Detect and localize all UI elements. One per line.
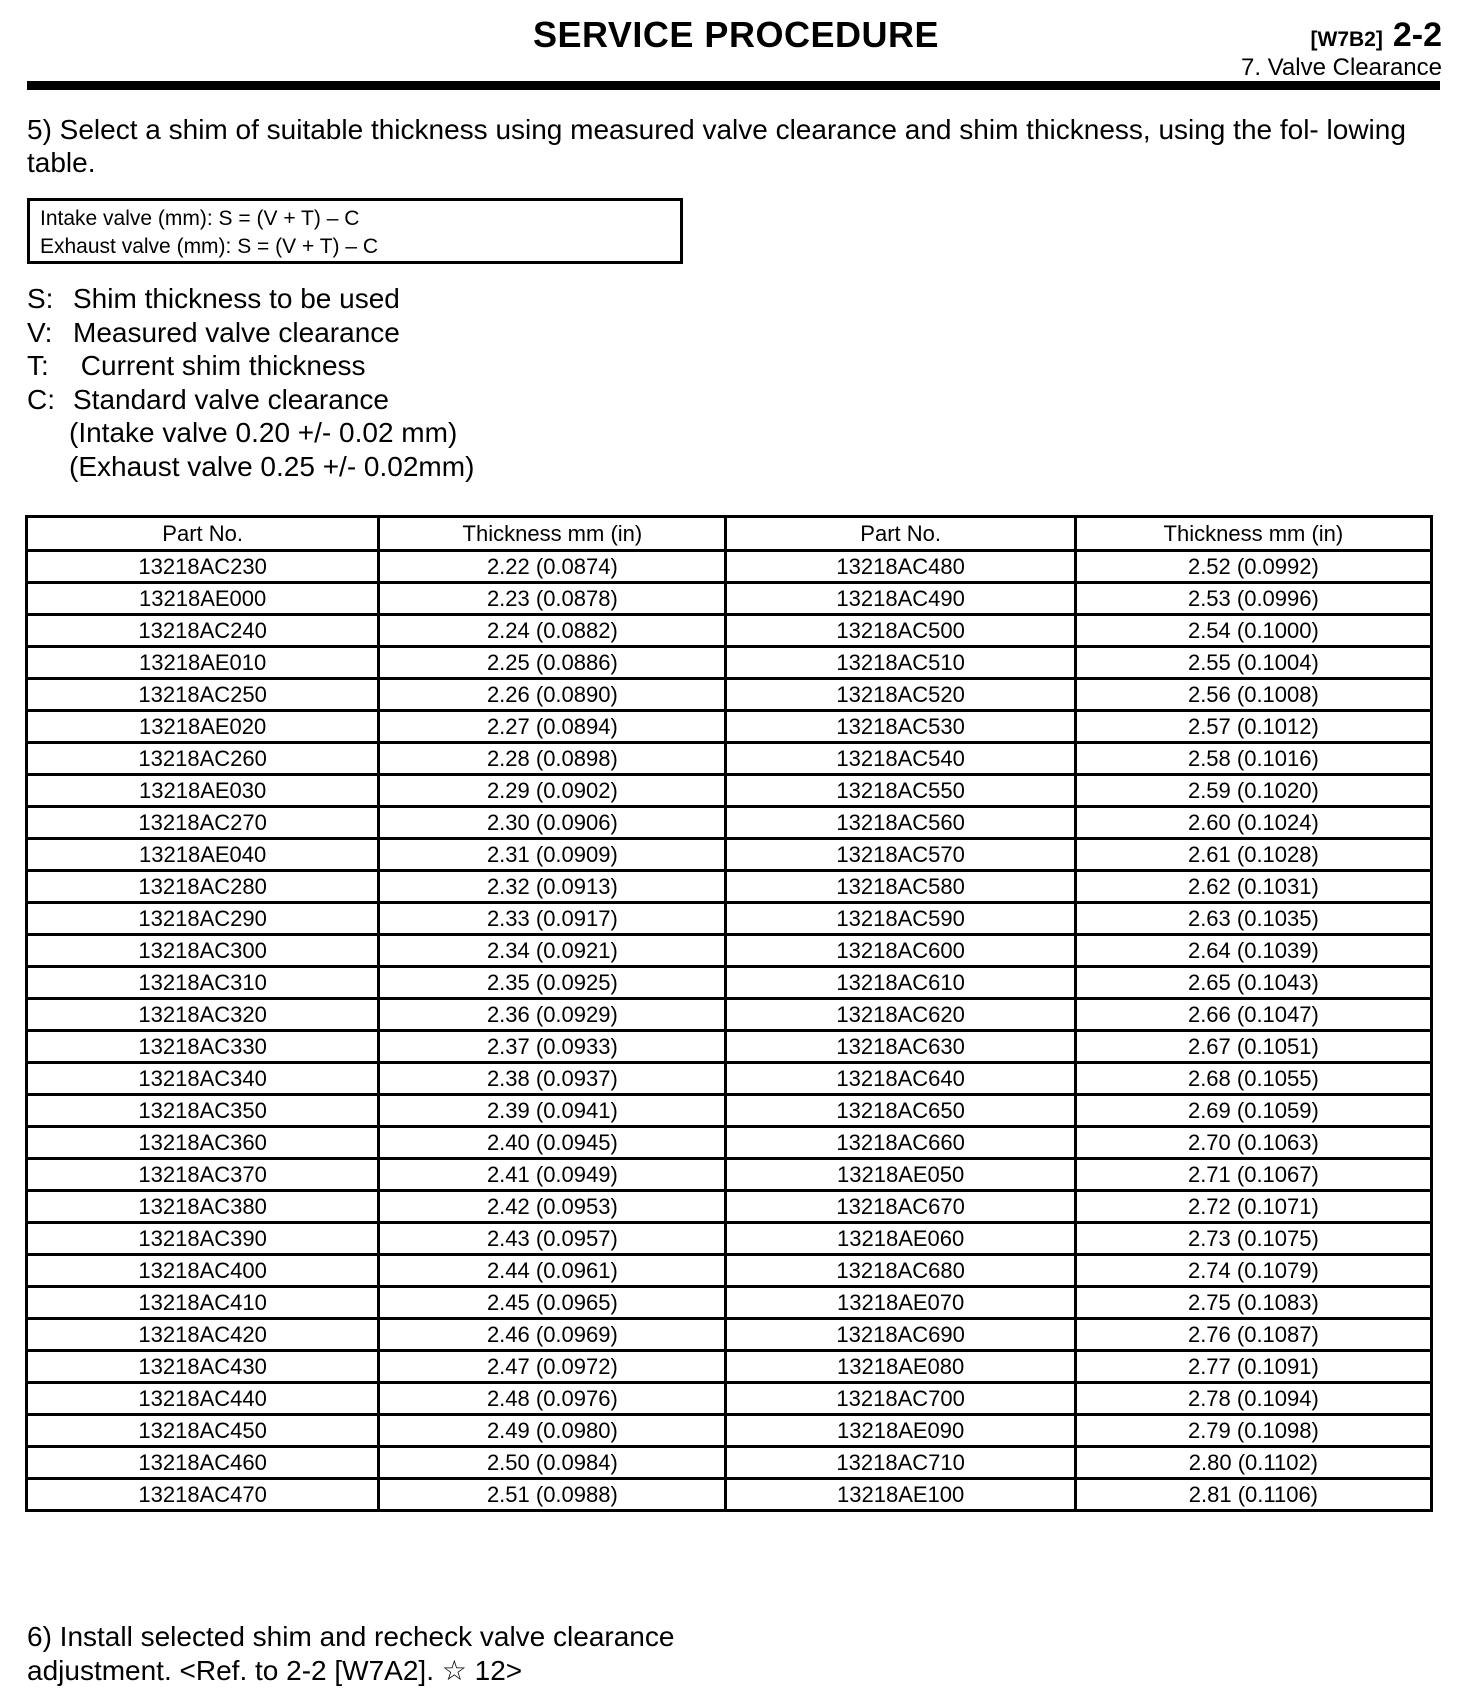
part-no-left: 13218AC240 [27,615,379,647]
part-no-left: 13218AE000 [27,583,379,615]
thickness-left: 2.23 (0.0878) [379,583,726,615]
part-no-right: 13218AC620 [726,999,1075,1031]
clearance-note: (Exhaust valve 0.25 +/- 0.02mm) [69,450,475,482]
thickness-left: 2.33 (0.0917) [379,903,726,935]
variable-definitions [27,282,474,483]
table-row [27,807,1432,839]
thickness-right: 2.68 (0.1055) [1075,1063,1431,1095]
thickness-right: 2.60 (0.1024) [1075,807,1431,839]
table-row [27,1479,1432,1511]
definition-key: V: [27,316,53,348]
part-no-right: 13218AC590 [726,903,1075,935]
thickness-left: 2.28 (0.0898) [379,743,726,775]
part-no-right: 13218AE070 [726,1287,1075,1319]
part-no-left: 13218AC470 [27,1479,379,1511]
part-no-left: 13218AC340 [27,1063,379,1095]
header-thickness-right: Thickness mm (in) [1075,517,1431,551]
part-no-left: 13218AC460 [27,1447,379,1479]
part-no-left: 13218AC420 [27,1319,379,1351]
part-no-left: 13218AC450 [27,1415,379,1447]
part-no-left: 13218AC250 [27,679,379,711]
table-row [27,871,1432,903]
thickness-right: 2.80 (0.1102) [1075,1447,1431,1479]
thickness-left: 2.39 (0.0941) [379,1095,726,1127]
table-row [27,1127,1432,1159]
procedure-code: [W7B2] [1310,28,1383,51]
thickness-left: 2.51 (0.0988) [379,1479,726,1511]
thickness-left: 2.45 (0.0965) [379,1287,726,1319]
table-row [27,1095,1432,1127]
table-row [27,1447,1432,1479]
thickness-right: 2.76 (0.1087) [1075,1319,1431,1351]
thickness-right: 2.57 (0.1012) [1075,711,1431,743]
header-rule [27,81,1440,90]
thickness-left: 2.40 (0.0945) [379,1127,726,1159]
intake-formula: Intake valve (mm): S = (V + T) – C [40,207,360,230]
table-row [27,1159,1432,1191]
thickness-left: 2.46 (0.0969) [379,1319,726,1351]
definition-key: S: [27,283,54,314]
thickness-left: 2.50 (0.0984) [379,1447,726,1479]
table-row [27,583,1432,615]
thickness-left: 2.42 (0.0953) [379,1191,726,1223]
thickness-right: 2.65 (0.1043) [1075,967,1431,999]
table-row [27,647,1432,679]
part-no-left: 13218AC290 [27,903,379,935]
part-no-right: 13218AC500 [726,615,1075,647]
step-6-text [27,1620,787,1688]
table-row [27,711,1432,743]
thickness-left: 2.34 (0.0921) [379,935,726,967]
table-row [27,615,1432,647]
table-row [27,967,1432,999]
thickness-right: 2.72 (0.1071) [1075,1191,1431,1223]
thickness-left: 2.49 (0.0980) [379,1415,726,1447]
section-title: 7. Valve Clearance [1241,54,1442,81]
part-no-left: 13218AC370 [27,1159,379,1191]
table-row [27,1415,1432,1447]
definition-text: Current shim thickness [73,350,366,381]
table-row [27,1287,1432,1319]
clearance-note: (Intake valve 0.20 +/- 0.02 mm) [69,417,458,448]
table-row [27,935,1432,967]
part-no-right: 13218AC640 [726,1063,1075,1095]
part-no-right: 13218AC550 [726,775,1075,807]
thickness-left: 2.44 (0.0961) [379,1255,726,1287]
thickness-right: 2.54 (0.1000) [1075,615,1431,647]
thickness-left: 2.41 (0.0949) [379,1159,726,1191]
definition-item [27,282,474,316]
thickness-right: 2.81 (0.1106) [1075,1479,1431,1511]
table-row [27,1191,1432,1223]
part-no-left: 13218AC330 [27,1031,379,1063]
definition-key: T: [27,350,49,381]
part-no-left: 13218AC270 [27,807,379,839]
thickness-right: 2.69 (0.1059) [1075,1095,1431,1127]
definition-item [27,383,474,417]
thickness-right: 2.74 (0.1079) [1075,1255,1431,1287]
exhaust-formula: Exhaust valve (mm): S = (V + T) – C [40,235,379,258]
thickness-right: 2.59 (0.1020) [1075,775,1431,807]
part-no-right: 13218AC480 [726,551,1075,583]
table-row [27,775,1432,807]
table-row [27,1255,1432,1287]
thickness-left: 2.48 (0.0976) [379,1383,726,1415]
page-title: SERVICE PROCEDURE [533,14,939,55]
page-reference [1241,16,1442,81]
thickness-right: 2.61 (0.1028) [1075,839,1431,871]
thickness-left: 2.24 (0.0882) [379,615,726,647]
part-no-right: 13218AC690 [726,1319,1075,1351]
part-no-right: 13218AE060 [726,1223,1075,1255]
part-no-left: 13218AC360 [27,1127,379,1159]
part-no-left: 13218AE010 [27,647,379,679]
part-no-left: 13218AC230 [27,551,379,583]
part-no-right: 13218AC710 [726,1447,1075,1479]
part-no-right: 13218AC580 [726,871,1075,903]
thickness-left: 2.29 (0.0902) [379,775,726,807]
part-no-right: 13218AC650 [726,1095,1075,1127]
part-no-left: 13218AE030 [27,775,379,807]
page-number: 2-2 [1392,16,1442,54]
thickness-left: 2.32 (0.0913) [379,871,726,903]
table-row [27,551,1432,583]
part-no-left: 13218AC260 [27,743,379,775]
part-no-left: 13218AC390 [27,1223,379,1255]
thickness-right: 2.55 (0.1004) [1075,647,1431,679]
table-row [27,839,1432,871]
definition-item [27,316,474,350]
part-no-right: 13218AC610 [726,967,1075,999]
thickness-right: 2.62 (0.1031) [1075,871,1431,903]
table-row [27,1351,1432,1383]
thickness-right: 2.73 (0.1075) [1075,1223,1431,1255]
table-row [27,1031,1432,1063]
thickness-left: 2.30 (0.0906) [379,807,726,839]
thickness-right: 2.78 (0.1094) [1075,1383,1431,1415]
table-row [27,903,1432,935]
table-header-row [27,517,1432,551]
step-5-text: 5) Select a shim of suitable thickness using measured valve clearance and shim thickness, using the fol- lowing table. [27,114,1406,178]
part-no-right: 13218AC540 [726,743,1075,775]
thickness-right: 2.77 (0.1091) [1075,1351,1431,1383]
part-no-right: 13218AC510 [726,647,1075,679]
part-no-left: 13218AC300 [27,935,379,967]
table-row [27,1223,1432,1255]
part-no-right: 13218AE100 [726,1479,1075,1511]
table-row [27,743,1432,775]
table-row [27,999,1432,1031]
part-no-right: 13218AE090 [726,1415,1075,1447]
thickness-right: 2.67 (0.1051) [1075,1031,1431,1063]
header-thickness-left: Thickness mm (in) [379,517,726,551]
part-no-right: 13218AC570 [726,839,1075,871]
formula-box [27,198,683,264]
part-no-left: 13218AC320 [27,999,379,1031]
thickness-left: 2.31 (0.0909) [379,839,726,871]
definition-text: Shim thickness to be used [73,283,400,314]
definition-text: Standard valve clearance [73,383,389,415]
part-no-left: 13218AC380 [27,1191,379,1223]
table-row [27,1063,1432,1095]
part-no-left: 13218AE040 [27,839,379,871]
thickness-right: 2.63 (0.1035) [1075,903,1431,935]
thickness-left: 2.47 (0.0972) [379,1351,726,1383]
part-no-left: 13218AC310 [27,967,379,999]
shim-table [25,515,1433,1512]
thickness-left: 2.43 (0.0957) [379,1223,726,1255]
thickness-right: 2.56 (0.1008) [1075,679,1431,711]
part-no-left: 13218AC430 [27,1351,379,1383]
part-no-right: 13218AC530 [726,711,1075,743]
thickness-right: 2.64 (0.1039) [1075,935,1431,967]
part-no-right: 13218AC680 [726,1255,1075,1287]
part-no-right: 13218AC490 [726,583,1075,615]
part-no-right: 13218AE080 [726,1351,1075,1383]
header-part-no-left: Part No. [27,517,379,551]
part-no-right: 13218AC520 [726,679,1075,711]
part-no-left: 13218AC410 [27,1287,379,1319]
table-row [27,679,1432,711]
table-row [27,1383,1432,1415]
header-part-no-right: Part No. [726,517,1075,551]
thickness-right: 2.71 (0.1067) [1075,1159,1431,1191]
thickness-right: 2.58 (0.1016) [1075,743,1431,775]
thickness-right: 2.53 (0.0996) [1075,583,1431,615]
thickness-left: 2.36 (0.0929) [379,999,726,1031]
definition-key: C: [27,383,55,415]
part-no-right: 13218AE050 [726,1159,1075,1191]
thickness-left: 2.38 (0.0937) [379,1063,726,1095]
part-no-left: 13218AC350 [27,1095,379,1127]
definition-item [27,349,474,383]
table-row [27,1319,1432,1351]
thickness-right: 2.52 (0.0992) [1075,551,1431,583]
definition-text: Measured valve clearance [73,316,400,348]
part-no-right: 13218AC670 [726,1191,1075,1223]
thickness-right: 2.66 (0.1047) [1075,999,1431,1031]
part-no-left: 13218AE020 [27,711,379,743]
thickness-left: 2.22 (0.0874) [379,551,726,583]
part-no-left: 13218AC280 [27,871,379,903]
thickness-left: 2.35 (0.0925) [379,967,726,999]
part-no-left: 13218AC440 [27,1383,379,1415]
part-no-right: 13218AC700 [726,1383,1075,1415]
thickness-left: 2.37 (0.0933) [379,1031,726,1063]
thickness-left: 2.25 (0.0886) [379,647,726,679]
step-6-line-1: 6) Install selected shim and recheck valve clearance [27,1621,675,1652]
thickness-left: 2.27 (0.0894) [379,711,726,743]
part-no-right: 13218AC600 [726,935,1075,967]
step-6-line-2: adjustment. <Ref. to 2-2 [W7A2]. ☆ 12> [27,1655,523,1686]
part-no-right: 13218AC630 [726,1031,1075,1063]
thickness-right: 2.79 (0.1098) [1075,1415,1431,1447]
thickness-right: 2.75 (0.1083) [1075,1287,1431,1319]
thickness-left: 2.26 (0.0890) [379,679,726,711]
part-no-right: 13218AC660 [726,1127,1075,1159]
part-no-right: 13218AC560 [726,807,1075,839]
part-no-left: 13218AC400 [27,1255,379,1287]
thickness-right: 2.70 (0.1063) [1075,1127,1431,1159]
